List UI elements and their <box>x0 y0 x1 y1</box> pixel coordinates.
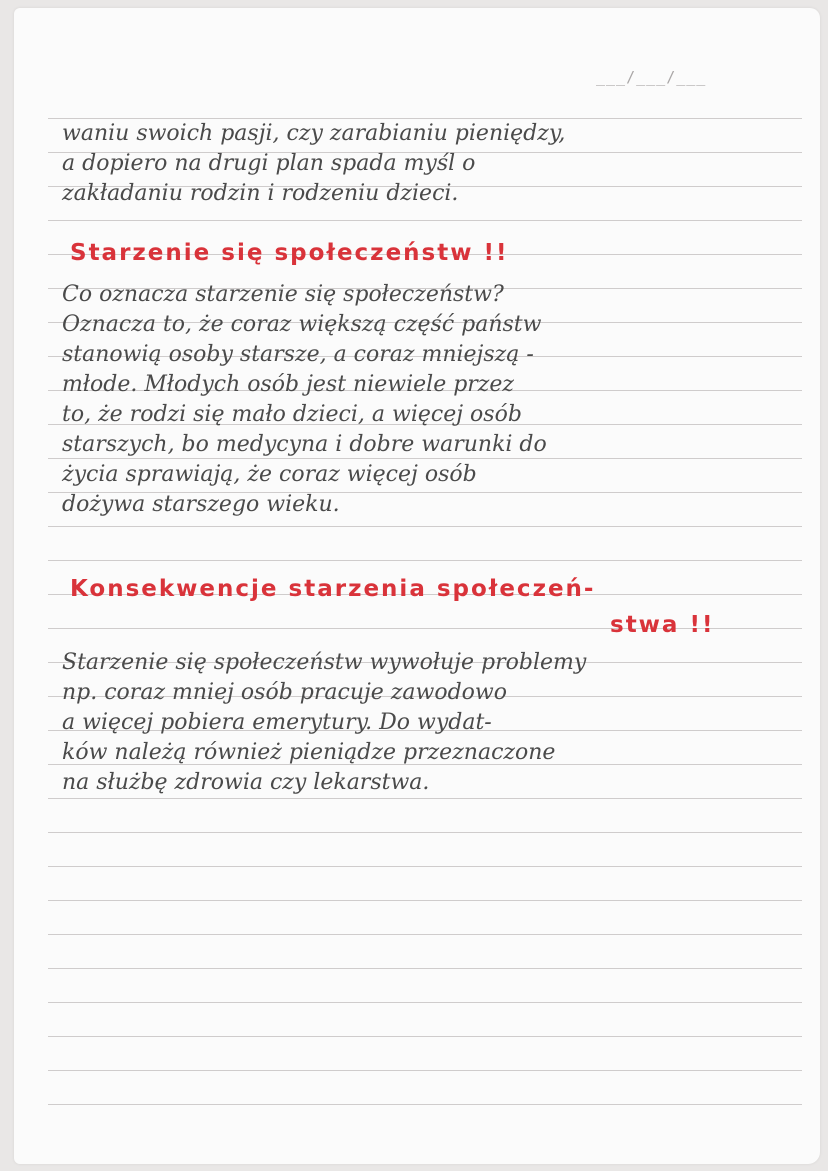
date-placeholder: ___/___/___ <box>596 68 707 86</box>
text-line: zakładaniu rodzin i rodzeniu dzieci. <box>62 181 459 206</box>
date-field <box>596 68 706 86</box>
section-heading-konsekwencje-cont: stwa !! <box>610 612 715 638</box>
ruled-line <box>48 526 802 527</box>
ruled-line <box>48 1070 802 1071</box>
ruled-line <box>48 968 802 969</box>
text-line: Oznacza to, że coraz większą część państw <box>62 312 542 337</box>
text-line: dożywa starszego wieku. <box>62 492 340 517</box>
text-line: młode. Młodych osób jest niewiele przez <box>62 372 515 397</box>
ruled-line <box>48 560 802 561</box>
notebook-page <box>14 8 820 1164</box>
text-line: waniu swoich pasji, czy zarabianiu pieniędzy, <box>62 121 566 146</box>
text-line: a dopiero na drugi plan spada myśl o <box>62 151 476 176</box>
ruled-line <box>48 220 802 221</box>
ruled-line <box>48 934 802 935</box>
ruled-line <box>48 1036 802 1037</box>
text-line: Starzenie się społeczeństw wywołuje problemy <box>62 650 587 675</box>
ruled-line <box>48 798 802 799</box>
text-line: a więcej pobiera emerytury. Do wydat- <box>62 710 492 735</box>
section-heading-starzenie: Starzenie się społeczeństw !! <box>70 240 509 266</box>
section1-paragraph <box>62 280 790 520</box>
text-line: starszych, bo medycyna i dobre warunki do <box>62 432 547 457</box>
ruled-line <box>48 832 802 833</box>
text-line: to, że rodzi się mało dzieci, a więcej osób <box>62 402 522 427</box>
text-line: stanowią osoby starsze, a coraz mniejszą - <box>62 342 534 367</box>
section-heading-konsekwencje: Konsekwencje starzenia społeczeń- <box>70 576 596 602</box>
ruled-line <box>48 1002 802 1003</box>
text-line: ków należą również pieniądze przeznaczone <box>62 740 556 765</box>
text-line: na służbę zdrowia czy lekarstwa. <box>62 770 430 795</box>
ruled-line <box>48 866 802 867</box>
ruled-line <box>48 1104 802 1105</box>
text-line: życia sprawiają, że coraz więcej osób <box>62 462 477 487</box>
ruled-line <box>48 900 802 901</box>
intro-paragraph <box>62 119 790 209</box>
section2-paragraph <box>62 648 790 798</box>
text-line: Co oznacza starzenie się społeczeństw? <box>62 282 504 307</box>
text-line: np. coraz mniej osób pracuje zawodowo <box>62 680 508 705</box>
